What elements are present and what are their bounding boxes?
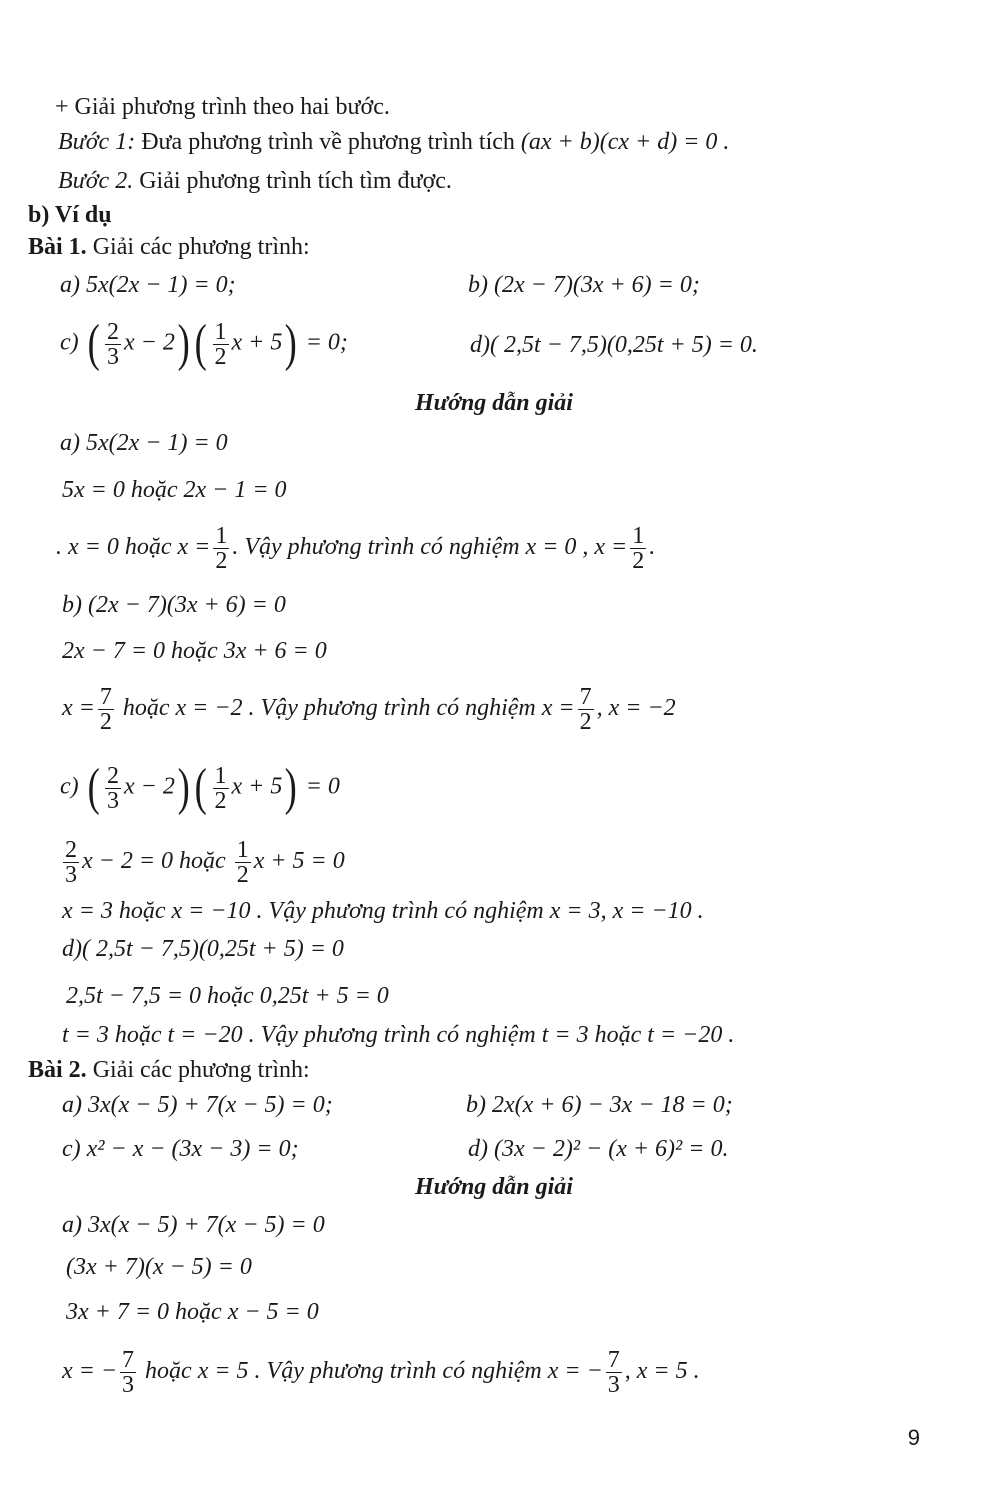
sol-d2: 2,5t − 7,5 = 0 hoặc 0,25t + 5 = 0	[66, 983, 389, 1009]
fraction: $\frac{7}{3}$	[607, 1347, 620, 1398]
paren-open: (	[87, 759, 100, 816]
sol-a1: a) 5x(2x − 1) = 0	[60, 430, 228, 456]
fraction: $\frac{1}{2}$	[214, 318, 227, 370]
fraction: $\frac{1}{2}$	[632, 523, 645, 574]
bai2-b: b) 2x(x + 6) − 3x − 18 = 0;	[466, 1092, 733, 1118]
sol-a2: 5x = 0 hoặc 2x − 1 = 0	[62, 477, 287, 503]
sol-b1: b) (2x − 7)(3x + 6) = 0	[62, 592, 286, 618]
paren-close: )	[177, 315, 190, 372]
sol2-a3: 3x + 7 = 0 hoặc x − 5 = 0	[66, 1299, 319, 1325]
bai2-label: Bài 2.	[28, 1057, 87, 1083]
bai1-c: c) ( $\frac{2}{3}$ x − 2)( $\frac{1}{2}$ x + 5) = 0;	[60, 315, 348, 372]
c-prefix: c)	[60, 329, 79, 356]
step1-text: Đưa phương trình về phương trình tích	[135, 129, 521, 155]
sol2-a1: a) 3x(x − 5) + 7(x − 5) = 0	[62, 1212, 325, 1238]
paren-close: )	[177, 759, 190, 816]
sol-b3: x = $\frac{7}{2}$ hoặc x = −2 . Vậy phương trình có nghiệm x = $\frac{7}{2}$ , x = −2	[62, 684, 676, 735]
paren-open: (	[194, 315, 207, 372]
guide-title-2: Hướng dẫn giải	[415, 1174, 573, 1200]
fraction: $\frac{1}{2}$	[236, 837, 249, 888]
sol-d3: t = 3 hoặc t = −20 . Vậy phương trình có nghiệm t = 3 hoặc t = −20 .	[62, 1022, 735, 1048]
page-number: 9	[907, 1425, 920, 1450]
sol-d1: d)( 2,5t − 7,5)(0,25t + 5) = 0	[62, 936, 344, 962]
bai1-text: Giải các phương trình:	[86, 234, 310, 260]
fraction: $\frac{7}{3}$	[122, 1347, 135, 1398]
intro-line: + Giải phương trình theo hai bước.	[55, 94, 390, 120]
paren-close: )	[284, 759, 298, 816]
fraction: $\frac{2}{3}$	[65, 837, 77, 888]
step2-text: Giải phương trình tích tìm được.	[133, 168, 452, 194]
section-title: Ví dụ	[54, 202, 112, 228]
bai2-d: d) (3x − 2)² − (x + 6)² = 0.	[468, 1136, 729, 1162]
sol-a3: . x = 0 hoặc x = $\frac{1}{2}$ . Vậy phương trình có nghiệm x = 0 , x = $\frac{1}{2}$ .	[56, 523, 656, 574]
fraction: $\frac{7}{2}$	[99, 684, 112, 735]
sol-c1: c) ( $\frac{2}{3}$ x − 2)( $\frac{1}{2}$ x + 5) = 0	[60, 759, 340, 816]
bai1-heading	[28, 232, 310, 262]
bai1-d: d)( 2,5t − 7,5)(0,25t + 5) = 0.	[470, 332, 758, 358]
fraction: $\frac{1}{2}$	[214, 762, 227, 814]
bai1-a: a) 5x(2x − 1) = 0;	[60, 272, 236, 298]
sol-c2: $\frac{2}{3}$ x − 2 = 0 hoặc $\frac{1}{2}$ x + 5 = 0	[65, 837, 345, 888]
bai2-a: a) 3x(x − 5) + 7(x − 5) = 0;	[62, 1092, 333, 1118]
guide-title-1: Hướng dẫn giải	[415, 390, 573, 416]
fraction: $\frac{1}{2}$	[215, 523, 228, 574]
sol2-a4: x = − $\frac{7}{3}$ hoặc x = 5 . Vậy phương trình có nghiệm x = − $\frac{7}{3}$ , x = 5 .	[62, 1347, 700, 1398]
step1-formula: (ax + b)(cx + d) = 0 .	[520, 129, 730, 155]
step2-line	[58, 166, 452, 196]
bai2-text: Giải các phương trình:	[86, 1057, 310, 1083]
fraction: $\frac{7}{2}$	[579, 684, 592, 735]
sol2-a2: (3x + 7)(x − 5) = 0	[66, 1254, 252, 1280]
step1-label: Bước 1:	[58, 129, 136, 155]
fraction: $\frac{2}{3}$	[106, 318, 119, 370]
bai2-heading	[28, 1055, 310, 1085]
section-heading	[28, 200, 112, 230]
bai1-label: Bài 1.	[28, 234, 87, 260]
fraction: $\frac{2}{3}$	[106, 762, 119, 814]
sol-c3: x = 3 hoặc x = −10 . Vậy phương trình có nghiệm x = 3, x = −10 .	[62, 898, 704, 924]
paren-open: (	[87, 315, 100, 372]
section-prefix: b)	[28, 202, 55, 228]
sol-b2: 2x − 7 = 0 hoặc 3x + 6 = 0	[62, 638, 327, 664]
bai2-c: c) x² − x − (3x − 3) = 0;	[62, 1136, 299, 1162]
step1-line	[58, 127, 729, 157]
step2-label: Bước 2.	[58, 168, 134, 194]
paren-open: (	[194, 759, 207, 816]
paren-close: )	[284, 315, 298, 372]
bai1-b: b) (2x − 7)(3x + 6) = 0;	[468, 272, 700, 298]
